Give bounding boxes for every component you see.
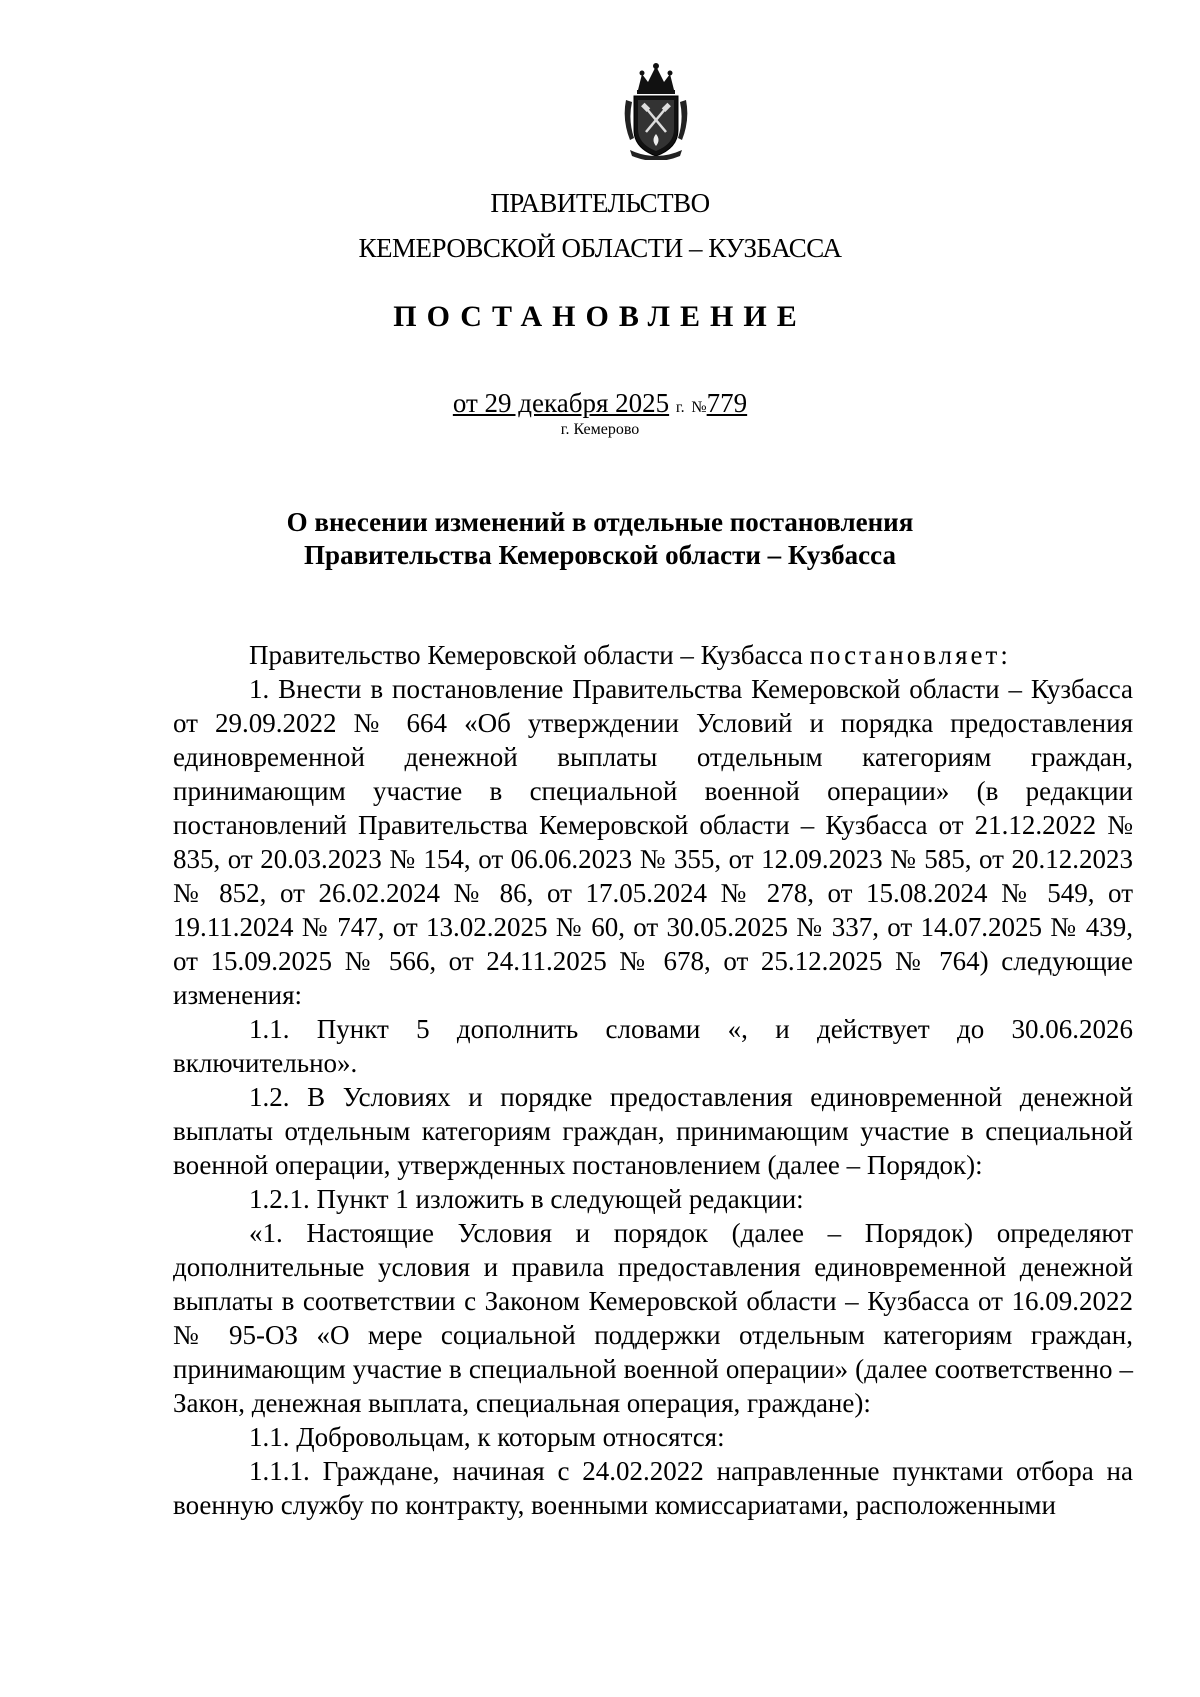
intro-prefix: Правительство Кемеровской области – Кузбасса: [249, 640, 810, 670]
title-line2: Правительства Кемеровской области – Кузбасса: [304, 540, 896, 570]
document-body: [173, 638, 1133, 1522]
document-type: ПОСТАНОВЛЕНИЕ: [393, 300, 807, 333]
paragraph-1: 1. Внести в постановление Правительства Кемеровской области – Кузбасса от 29.09.2022 № 664 «Об утверждении Условий и порядка предоставления единовременной денежной выплаты отдельным категориям граждан, принимающим участие в специальной военной операции» (в редакции постановлений Правительства Кемеровской области – Кузбасса от 21.12.2022 № 835, от 20.03.2023 № 154, от 06.06.2023 № 355, от 12.09.2023 № 585, от 20.12.2023 № 852, от 26.02.2024 № 86, от 17.05.2024 № 278, от 15.08.2024 № 549, от 19.11.2024 № 747, от 13.02.2025 № 60, от 30.05.2025 № 337, от 14.07.2025 № 439, от 15.09.2025 № 566, от 24.11.2025 № 678, от 25.12.2025 № 764) следующие изменения:: [173, 674, 1133, 1010]
document-date: от 29 декабря 2025: [452, 388, 670, 418]
document-date-number: [0, 388, 1200, 419]
title-line1: О внесении изменений в отдельные постановления: [286, 507, 914, 537]
year-suffix: г.: [675, 399, 685, 416]
intro-suffix: :: [1000, 640, 1008, 670]
document-city: г. Кемерово: [560, 421, 640, 438]
paragraph-1-2: 1.2. В Условиях и порядке предоставления единовременной денежной выплаты отдельным категориям граждан, принимающим участие в специальной военной операции, утвержденных постановлением (далее – Порядок):: [173, 1082, 1133, 1180]
paragraph-1-1: 1.1. Пункт 5 дополнить словами «, и действует до 30.06.2026 включительно».: [173, 1014, 1133, 1078]
intro-paragraph: [173, 638, 1133, 672]
number-sign: №: [691, 399, 707, 416]
quoted-paragraph-1-1: 1.1. Добровольцам, к которым относятся:: [249, 1422, 725, 1452]
quoted-paragraph-1: «1. Настоящие Условия и порядок (далее – Порядок) определяют дополнительные условия и правила предоставления единовременной денежной выплаты в соответствии с Законом Кемеровской области – Кузбасса от 16.09.2022 № 95-ОЗ «О мере социальной поддержки отдельным категориям граждан, принимающим участие в специальной военной операции» (далее соответственно – Закон, денежная выплата, специальная операция, граждане):: [173, 1218, 1133, 1418]
quoted-paragraph-1-1-1: 1.1.1. Граждане, начиная с 24.02.2022 направленные пунктами отбора на военную службу по контракту, военными комиссариатами, расположенными: [173, 1456, 1133, 1520]
organization-name-line1: ПРАВИТЕЛЬСТВО: [490, 188, 710, 218]
document-number: 779: [706, 388, 748, 418]
intro-resolves: постановляет: [809, 640, 1001, 670]
paragraph-1-2-1: 1.2.1. Пункт 1 изложить в следующей редакции:: [249, 1184, 804, 1214]
kuzbass-coat-of-arms-icon: [620, 60, 692, 160]
document-title: [0, 506, 1200, 572]
organization-name-line2: КЕМЕРОВСКОЙ ОБЛАСТИ – КУЗБАССА: [358, 233, 842, 263]
